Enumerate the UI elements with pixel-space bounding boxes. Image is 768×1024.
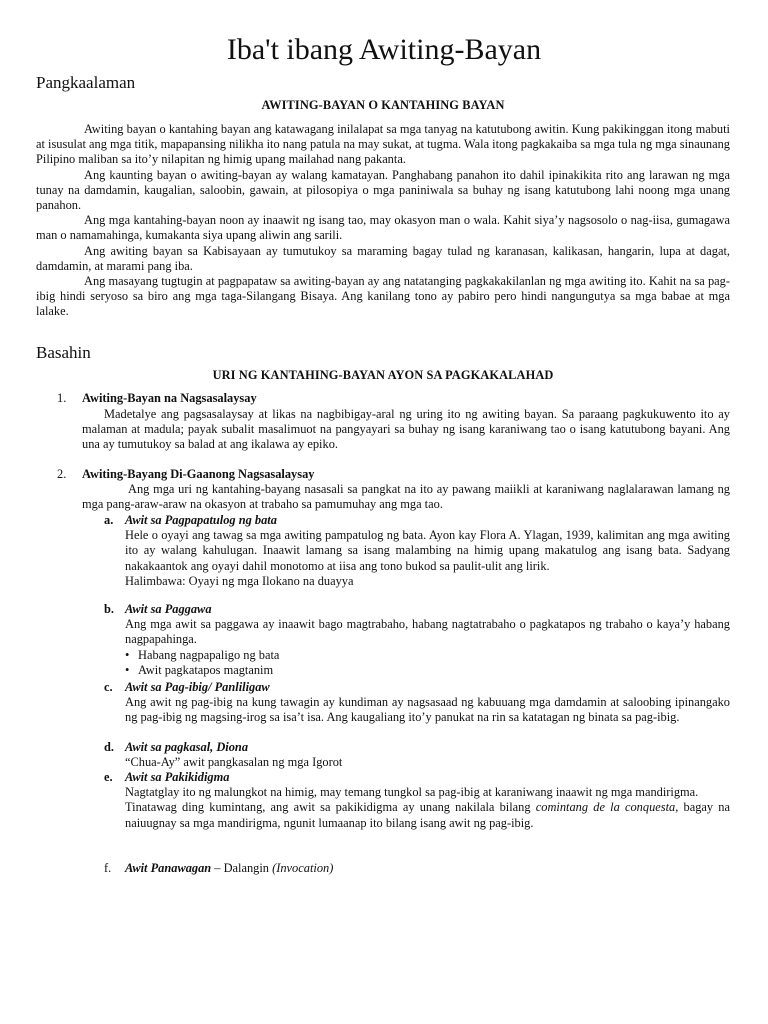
paragraph: Awiting bayan o kantahing bayan ang katawagang inilalapat sa mga tanyag na katutubong awitin. Kung pakikinggan itong mabuti at isusulat ang mga titik, mapapansing nilikha ito nang patula na may sukat, at tugma. Wala itong pagkakaiba sa mga tula ng mga sinaunang Pilipino maliban sa ito’y nilapitan ng himig upang mailahad nang pakanta. bbox=[36, 122, 730, 167]
paragraph: “Chua-Ay” awit pangkasalan ng mga Igorot bbox=[125, 755, 343, 770]
sub-item-title: Awit sa pagkasal, Diona bbox=[125, 740, 249, 754]
paragraph: Hele o oyayi ang tawag sa mga awiting pampatulog ng bata. Ayon kay Flora A. Ylagan, 1939, kalimitan ang mga awiting ito ay walang kahulugan. Inaawit lamang sa isang malambing na himig upang makatulog ang isang bata. Sadyang nakakaantok ang oyayi dahil monotomo at iisa ang tono bukod sa paulit-ulit ang lirik. bbox=[125, 528, 730, 573]
sub-letter: b. bbox=[104, 602, 114, 616]
italic-term: comintang de la conquesta bbox=[535, 800, 676, 815]
section-heading-basahin: Basahin bbox=[36, 343, 91, 362]
sub-letter: c. bbox=[104, 680, 113, 694]
paragraph bbox=[125, 800, 730, 830]
sub-item-d bbox=[104, 740, 730, 770]
list-number: 2. bbox=[57, 467, 67, 481]
bullet-text: Awit pagkatapos magtanim bbox=[138, 662, 274, 677]
list-item-title: Awiting-Bayang Di-Gaanong Nagsasalaysay bbox=[82, 467, 315, 481]
subheading-awiting-bayan: AWITING-BAYAN O KANTAHING BAYAN bbox=[261, 98, 505, 112]
sub-item-body bbox=[125, 755, 730, 770]
bullet-list bbox=[125, 648, 730, 678]
sub-letter: d. bbox=[104, 740, 114, 754]
sub-item-body bbox=[125, 617, 730, 678]
subheading-uri-ng-kantahing-bayan: URI NG KANTAHING-BAYAN AYON SA PAGKAKALAHAD bbox=[212, 368, 554, 382]
sub-item-title: Awit sa Pakikidigma bbox=[125, 770, 230, 784]
paragraph: Ang mga uri ng kantahing-bayang nasasali sa pangkat na ito ay pawang maiikli at karaniwang naglalarawan lamang ng mga pang-araw-araw na okasyon at trabaho sa pamumuhay ang mga tao. bbox=[82, 482, 730, 512]
sub-item-line bbox=[125, 861, 730, 876]
text-run: Tinatawag ding kumintang, ang awit sa pakikidigma ay unang nakilala bilang bbox=[125, 800, 536, 815]
list-number: 1. bbox=[57, 391, 67, 405]
sub-item-body bbox=[125, 785, 730, 831]
bullet-icon: • bbox=[125, 647, 130, 662]
paragraph: Ang mga kantahing-bayan noon ay inaawit ng isang tao, may okasyon man o wala. Kahit siya’y nagsosolo o nag-iisa, gumagawa man o namamahinga, kumakanta siya upang aliwin ang sarili. bbox=[36, 213, 730, 243]
list-item-title: Awiting-Bayan na Nagsasalaysay bbox=[82, 391, 257, 405]
paragraph: Nagtatglay ito ng malungkot na himig, may temang tungkol sa pag-ibig at karaniwang inaawit ng mga mandirigma. bbox=[125, 785, 699, 800]
paragraph: Ang kaunting bayan o awiting-bayan ay walang kamatayan. Panghabang panahon ito dahil ipinakikita rito ang larawan ng mga tunay na damdamin, kaugalian, saloobin, gawain, at pilosopiya o mga paniniwala sa buhay ng isang katutubong lahi noong mga unang panahon. bbox=[36, 167, 730, 213]
bullet-text: Habang nagpapaligo ng bata bbox=[138, 647, 280, 662]
paragraph: Ang awiting bayan sa Kabisayaan ay tumutukoy sa maraming bagay tulad ng karanasan, kalikasan, hangarin, lupa at dagat, damdamin, at marami pang iba. bbox=[36, 243, 730, 273]
bullet-item bbox=[125, 648, 730, 663]
sub-item-e bbox=[104, 770, 730, 831]
paragraph: Ang mga awit sa paggawa ay inaawit bago magtrabaho, habang nagtatrabaho o pagkatapos ng trabaho o kaya’y habang nagpapahinga. bbox=[125, 617, 730, 647]
sub-letter: a. bbox=[104, 513, 114, 527]
sub-item-c bbox=[104, 680, 730, 726]
sub-letter: e. bbox=[104, 770, 113, 784]
sub-item-a bbox=[104, 513, 730, 589]
sub-item-title: Awit sa Paggawa bbox=[125, 602, 212, 616]
sub-item-title: Awit sa Pagpapatulog ng bata bbox=[125, 513, 277, 527]
list-item-1-body bbox=[82, 407, 730, 453]
sub-item-body bbox=[125, 528, 730, 589]
example-line: Halimbawa: Oyayi ng mga Ilokano na duayya bbox=[125, 573, 354, 588]
sub-item-b bbox=[104, 602, 730, 678]
bullet-item bbox=[125, 663, 730, 678]
sub-letter: f. bbox=[104, 861, 112, 875]
sub-item-body bbox=[125, 695, 730, 725]
paragraph: Ang awit ng pag-ibig na kung tawagin ay kundiman ay nagsasaad ng kabuuang mga damdamin at saloobing ipinangako ng pag-ibig ng magsing-irog sa isa’t isa. Ang kaugaliang ito’y panukat na rin sa katatagan ng binata sa pag-ibig. bbox=[125, 695, 730, 725]
bullet-icon: • bbox=[125, 662, 130, 677]
section-heading-pangkaalaman: Pangkaalaman bbox=[36, 73, 136, 92]
sub-item-f bbox=[104, 861, 730, 876]
list-item-2-body bbox=[82, 482, 730, 512]
pangkaalaman-body bbox=[36, 122, 730, 320]
text-run: – Dalangin bbox=[211, 861, 273, 875]
text-run: , bagay na naiuugnay sa mga mandirigma, ngunit lumaanap ito bilang isang awit ng pag-ibig. bbox=[125, 800, 730, 830]
paragraph: Ang masayang tugtugin at pagpapataw sa awiting-bayan ay ang natatanging pagkakakilanlan ng mga awiting ito. Kahit na sa pag-ibig hindi seryoso sa biro ang mga taga-Silangang Bisaya. Ang kanilang tono ay pabiro pero hindi nangungutya sa mga babae at mga lalake. bbox=[36, 274, 730, 319]
sub-item-title: Awit sa Pag-ibig/ Panliligaw bbox=[125, 680, 270, 694]
paragraph: Madetalye ang pagsasalaysay at likas na nagbibigay-aral ng uring ito ng awiting bayan. Sa paraang pagkukuwento ito ay malaman at madula; payak subalit masalimuot na pangyayari sa buhay ng isang karaniwang tao o isang katutubong bayani. Ang una ay tumutukoy sa balad at ang ikalawa ay epiko. bbox=[82, 407, 730, 452]
italic-term: (Invocation) bbox=[272, 861, 334, 875]
document-title: Iba't ibang Awiting-Bayan bbox=[226, 33, 542, 66]
sub-item-title: Awit Panawagan bbox=[125, 861, 212, 875]
